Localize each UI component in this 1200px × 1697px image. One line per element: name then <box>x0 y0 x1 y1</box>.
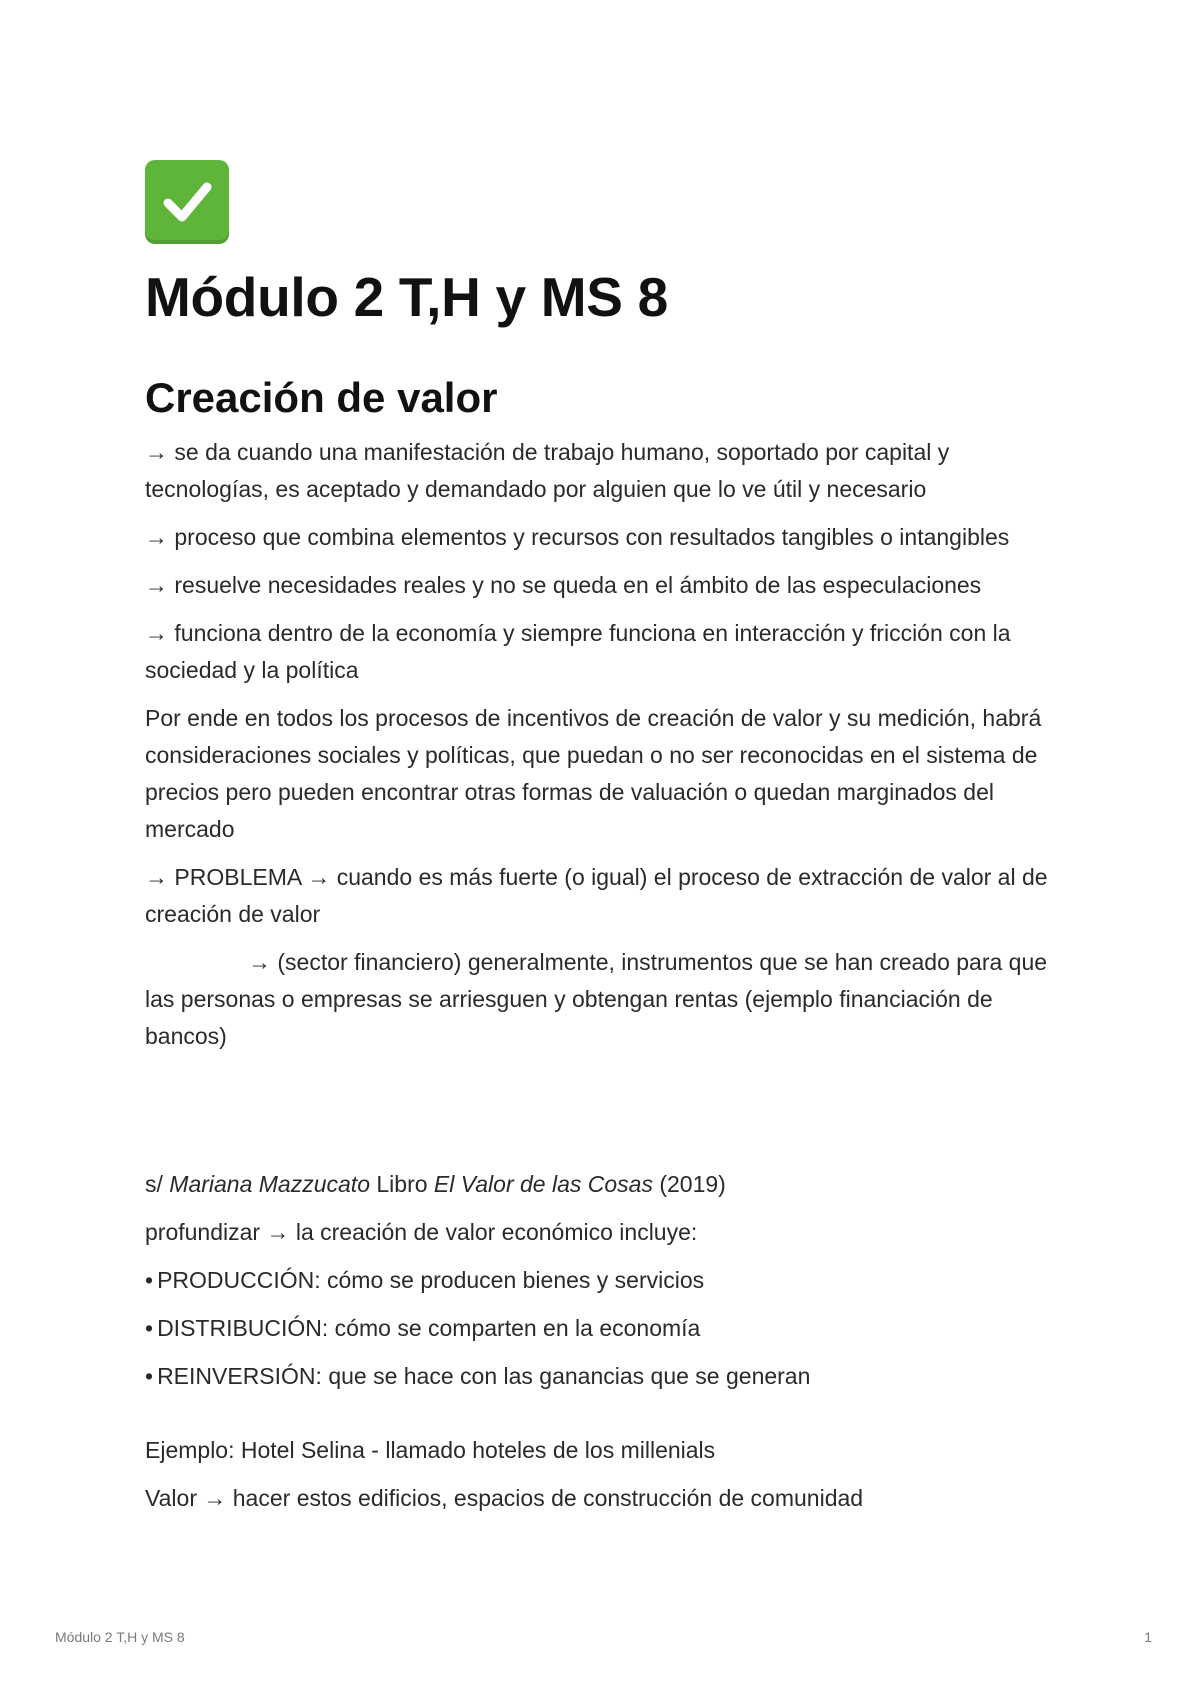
page-title: Módulo 2 T,H y MS 8 <box>145 266 668 328</box>
deepen-paragraph: profundizar → la creación de valor económico incluye: <box>145 1219 698 1246</box>
value-paragraph: Valor → hacer estos edificios, espacios de construcción de comunidad <box>145 1485 864 1512</box>
footer-title: Módulo 2 T,H y MS 8 <box>55 1629 185 1645</box>
point-3: → resuelve necesidades reales y no se queda en el ámbito de las especulaciones <box>145 572 982 599</box>
source-citation <box>145 1166 1065 1203</box>
bullet-mark: • <box>145 1363 154 1390</box>
source-author: Mariana Mazzucato <box>169 1171 370 1198</box>
bullet-item-distribution <box>145 1310 1065 1347</box>
spacer <box>145 1406 1065 1432</box>
problem-paragraph: → PROBLEMA → cuando es más fuerte (o igual) el proceso de extracción de valor al de creación de valor <box>145 864 1048 928</box>
document-body <box>145 160 1065 1528</box>
bullet-text: REINVERSIÓN: que se hace con las ganancias que se generan <box>157 1363 811 1390</box>
source-prefix: s/ <box>145 1171 163 1198</box>
bullet-item-production <box>145 1262 1065 1299</box>
point-1: → se da cuando una manifestación de trabajo humano, soportado por capital y tecnologías, es aceptado y demandado por alguien que lo ve útil y necesario <box>145 439 950 503</box>
section-heading: Creación de valor <box>145 374 498 421</box>
source-year: (2019) <box>659 1171 726 1198</box>
page-footer <box>55 1629 1152 1645</box>
page-number: 1 <box>1144 1629 1152 1645</box>
bullet-mark: • <box>145 1267 154 1294</box>
point-2: → proceso que combina elementos y recursos con resultados tangibles o intangibles <box>145 524 1010 551</box>
bullet-text: DISTRIBUCIÓN: cómo se comparten en la economía <box>157 1315 701 1342</box>
conclusion-paragraph: Por ende en todos los procesos de incentivos de creación de valor y su medición, habrá consideraciones sociales y políticas, que puedan o no ser reconocidas en el sistema de precios pero pueden encontrar otras formas de valuación o quedan marginados del mercado <box>145 705 1042 843</box>
example-paragraph: Ejemplo: Hotel Selina - llamado hoteles de los millenials <box>145 1437 716 1464</box>
point-4: → funciona dentro de la economía y siempre funciona en interacción y fricción con la sociedad y la política <box>145 620 1011 684</box>
spacer <box>145 1066 1065 1166</box>
bullet-item-reinvestment <box>145 1358 1065 1395</box>
source-middle: Libro <box>376 1171 428 1198</box>
bullet-text: PRODUCCIÓN: cómo se producen bienes y servicios <box>157 1267 705 1294</box>
bullet-mark: • <box>145 1315 154 1342</box>
problem-detail-paragraph: → (sector financiero) generalmente, instrumentos que se han creado para que las personas o empresas se arriesguen y obtengan rentas (ejemplo financiación de bancos) <box>145 949 1048 1050</box>
check-mark-button-icon <box>145 160 229 244</box>
source-book: El Valor de las Cosas <box>433 1171 653 1198</box>
